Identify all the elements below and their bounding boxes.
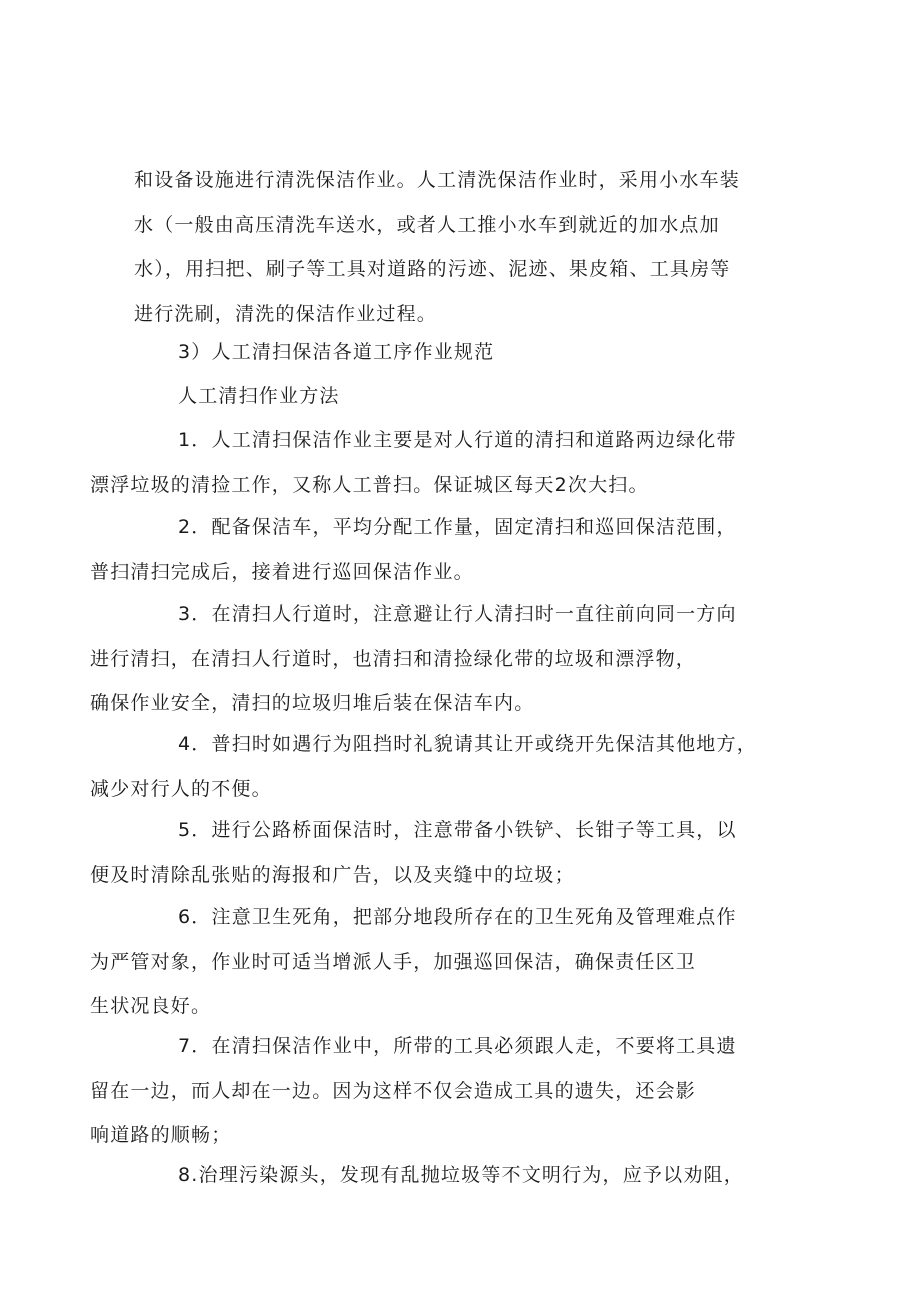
- paragraph-continuation: [134, 158, 794, 336]
- list-item-3: [90, 592, 794, 726]
- text-line: 进行清扫，在清扫人行道时，也清扫和清捡绿化带的垃圾和漂浮物，: [90, 647, 697, 670]
- section-heading: [134, 330, 794, 375]
- text-line: 和设备设施进行清洗保洁作业。人工清洗保洁作业时，采用小水车装: [134, 169, 741, 191]
- text-line: 确保作业安全，清扫的垃圾归堆后装在保洁车内。: [90, 692, 535, 714]
- text-line: 为严管对象，作业时可适当增派人手，加强巡回保洁，确保责任区卫: [90, 950, 697, 973]
- text-line: 4．普扫时如遇行为阻挡时礼貌请其让开或绕开先保洁其他地方，: [178, 733, 757, 755]
- list-item-5: [90, 808, 794, 897]
- list-item-6: [90, 895, 794, 1029]
- text-line: 1．人工清扫保洁作业主要是对人行道的清扫和道路两边绿化带: [178, 429, 737, 451]
- list-item-1: [90, 418, 794, 507]
- list-item-2: [90, 505, 794, 594]
- text-line: 漂浮垃圾的清捡工作，又称人工普扫。保证城区每天2次大扫。: [90, 473, 649, 496]
- list-item-4: [90, 722, 794, 811]
- subsection-heading: [134, 374, 794, 419]
- text-line: 7．在清扫保洁作业中，所带的工具必须跟人走，不要将工具遗: [178, 1035, 737, 1057]
- text-line: 3）人工清扫保洁各道工序作业规范: [178, 341, 495, 363]
- text-line: 水），用扫把、刷子等工具对道路的污迹、泥迹、果皮箱、工具房等: [134, 258, 731, 280]
- text-line: 3．在清扫人行道时，注意避让行人清扫时一直往前向同一方向: [178, 603, 737, 625]
- text-line: 留在一边，而人却在一边。因为这样不仅会造成工具的遗失，还会影: [90, 1079, 697, 1102]
- text-line: 6．注意卫生死角，把部分地段所存在的卫生死角及管理难点作: [178, 906, 737, 928]
- text-line: 生状况良好。: [90, 995, 212, 1017]
- text-line: 响道路的顺畅；: [90, 1124, 232, 1146]
- text-line: 便及时清除乱张贴的海报和广告，以及夹缝中的垃圾；: [90, 863, 575, 886]
- text-line: 5．进行公路桥面保洁时，注意带备小铁铲、长钳子等工具，以: [178, 819, 737, 841]
- text-line: 进行洗刷，清洗的保洁作业过程。: [134, 302, 438, 325]
- list-item-8: [134, 1153, 794, 1198]
- list-item-7: [90, 1024, 794, 1158]
- text-line: 人工清扫作业方法: [178, 385, 340, 407]
- text-line: 水（一般由高压清洗车送水，或者人工推小水车到就近的加水点加: [134, 213, 720, 236]
- text-line: 2．配备保洁车，平均分配工作量，固定清扫和巡回保洁范围，: [178, 516, 737, 538]
- text-line: 普扫清扫完成后，接着进行巡回保洁作业。: [90, 560, 474, 583]
- text-line: 8.治理污染源头，发现有乱抛垃圾等不文明行为，应予以劝阻，: [178, 1164, 744, 1186]
- text-line: 减少对行人的不便。: [90, 777, 272, 800]
